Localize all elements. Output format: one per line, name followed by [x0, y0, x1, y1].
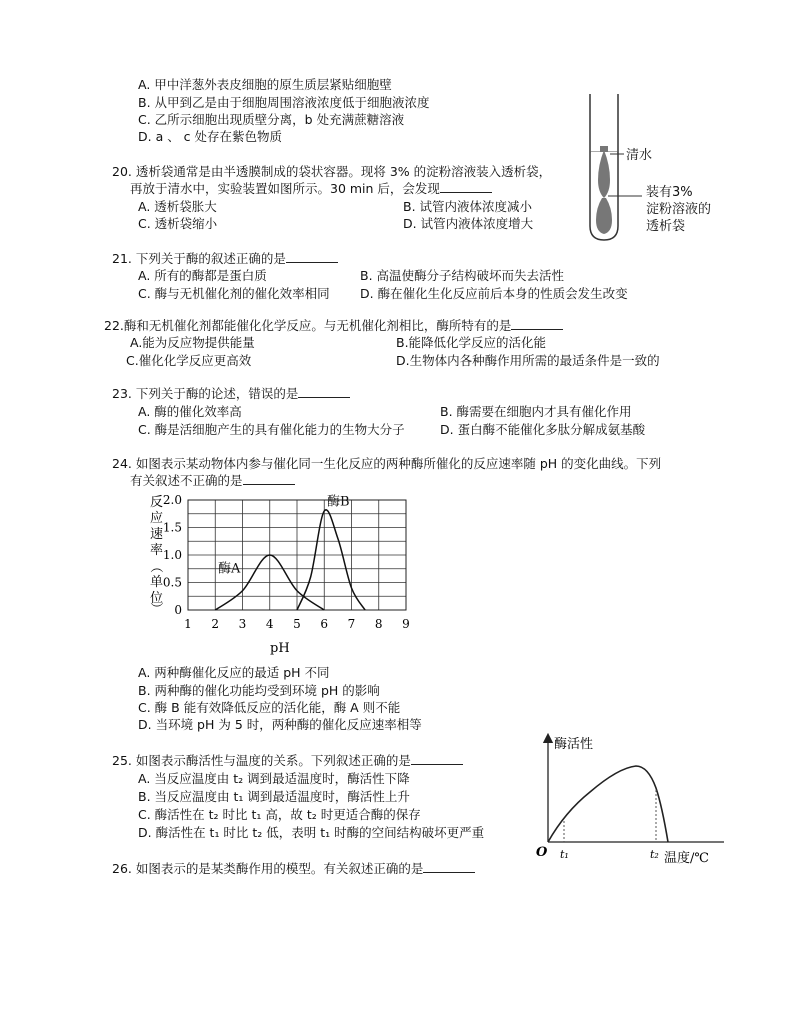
activity-curve	[548, 766, 668, 842]
origin-label: O	[536, 845, 548, 860]
y-axis-label-char: 单	[150, 575, 164, 590]
ph-rate-chart	[130, 488, 430, 658]
y-axis-label-char: 位	[150, 591, 164, 606]
q20-option-c: C. 透析袋缩小	[138, 216, 218, 231]
q23-option-b: B. 酶需要在细胞内才具有催化作用	[440, 404, 632, 419]
label-bag-line1: 装有3%	[646, 185, 693, 200]
temperature-activity-chart	[530, 730, 730, 868]
q25-stem: 25. 如图表示酶活性与温度的关系。下列叙述正确的是	[112, 752, 463, 769]
q26-stem: 26. 如图表示的是某类酶作用的模型。有关叙述正确的是	[112, 860, 475, 877]
y-tick-labels	[163, 493, 182, 617]
q23-option-c: C. 酶是活细胞产生的具有催化能力的生物大分子	[138, 422, 405, 437]
t2-label: t₂	[650, 848, 659, 861]
q19-option-c: C. 乙所示细胞出现质壁分离，b 处充满蔗糖溶液	[138, 112, 405, 127]
q24-option-a: A. 两种酶催化反应的最适 pH 不同	[138, 665, 330, 680]
x-axis-label: 温度/℃	[664, 851, 709, 866]
answer-blank[interactable]	[286, 250, 338, 263]
q19-option-d: D. a 、 c 处存在紫色物质	[138, 129, 283, 144]
answer-blank[interactable]	[411, 752, 463, 765]
x-tick-label: 7	[347, 617, 356, 631]
q21-option-d: D. 酶在催化生化反应前后本身的性质会发生改变	[360, 286, 628, 301]
x-tick-label: 2	[211, 617, 220, 631]
q22-option-a: A.能为反应物提供能量	[130, 335, 255, 350]
t1-label: t₁	[560, 848, 569, 861]
y-axis-label-char: 应	[150, 511, 164, 526]
y-tick-label: 1.0	[162, 548, 182, 562]
label-water: 清水	[626, 148, 653, 163]
q20-stem-line2: 再放于清水中，实验装置如图所示。30 min 后，会发现	[130, 180, 492, 197]
q21-option-b: B. 高温使酶分子结构破坏而失去活性	[360, 268, 565, 283]
answer-blank[interactable]	[298, 385, 350, 398]
x-tick-labels	[184, 617, 410, 631]
y-axis-label: 酶活性	[554, 737, 594, 752]
y-tick-label: 0	[174, 603, 182, 617]
label-bag-line2: 淀粉溶液的	[646, 202, 712, 217]
y-axis-label-char: 速	[150, 527, 164, 542]
q19-option-a: A. 甲中洋葱外表皮细胞的原生质层紧贴细胞壁	[138, 77, 392, 92]
q25-option-d: D. 酶活性在 t₁ 时比 t₂ 低，表明 t₁ 时酶的空间结构破坏更严重	[138, 825, 485, 840]
q20-option-a: A. 透析袋胀大	[138, 199, 217, 214]
q20-option-b: B. 试管内液体浓度减小	[403, 199, 533, 214]
y-axis-label-char: 反	[150, 495, 164, 510]
q22-option-c: C.催化化学反应更高效	[126, 353, 252, 368]
label-bag-line3: 透析袋	[646, 219, 686, 234]
q22-option-d: D.生物体内各种酶作用所需的最适条件是一致的	[396, 353, 660, 368]
enzyme-b-curve	[297, 510, 365, 610]
q22-stem: 22.酶和无机催化剂都能催化化学反应。与无机催化剂相比，酶所特有的是	[104, 317, 563, 334]
q21-option-a: A. 所有的酶都是蛋白质	[138, 268, 267, 283]
chart-grid	[188, 500, 406, 610]
enzyme-b-label: 酶B	[326, 494, 350, 510]
y-tick-label: 1.5	[162, 520, 182, 535]
y-axis-label-char: （	[148, 560, 163, 574]
q25-option-c: C. 酶活性在 t₂ 时比 t₁ 高，故 t₂ 时更适合酶的保存	[138, 807, 421, 822]
q21-stem: 21. 下列关于酶的叙述正确的是	[112, 250, 338, 267]
chart-series	[215, 495, 365, 611]
q24-stem-line1: 24. 如图表示某动物体内参与催化同一生化反应的两种酶所催化的反应速率随 pH 的变化曲线。下列	[112, 456, 662, 471]
y-axis-label-char: ）	[148, 602, 163, 616]
q24-option-b: B. 两种酶的催化功能均受到环境 pH 的影响	[138, 683, 380, 698]
y-axis-label-char: 率	[150, 543, 164, 558]
x-axis-label: pH	[270, 641, 290, 656]
q20-stem-line1: 20. 透析袋通常是由半透膜制成的袋状容器。现将 3% 的淀粉溶液装入透析袋，	[112, 164, 552, 179]
x-tick-label: 6	[320, 617, 329, 631]
q21-option-c: C. 酶与无机催化剂的催化效率相同	[138, 286, 330, 301]
q23-option-a: A. 酶的催化效率高	[138, 404, 242, 419]
q23-option-d: D. 蛋白酶不能催化多肽分解成氨基酸	[440, 422, 646, 437]
x-tick-label: 5	[293, 617, 301, 631]
y-tick-label: 2.0	[162, 493, 182, 507]
x-tick-label: 1	[184, 617, 192, 631]
q24-option-c: C. 酶 B 能有效降低反应的活化能，酶 A 则不能	[138, 700, 401, 715]
q24-option-d: D. 当环境 pH 为 5 时，两种酶的催化反应速率相等	[138, 717, 422, 732]
x-tick-label: 9	[402, 617, 410, 631]
q19-option-b: B. 从甲到乙是由于细胞周围溶液浓度低于细胞液浓度	[138, 95, 430, 110]
x-tick-label: 4	[265, 617, 274, 631]
q25-option-a: A. 当反应温度由 t₂ 调到最适温度时，酶活性下降	[138, 771, 410, 786]
enzyme-a-label: 酶A	[217, 561, 241, 577]
answer-blank[interactable]	[423, 860, 475, 873]
x-tick-label: 3	[238, 617, 247, 631]
q24-stem-line2: 有关叙述不正确的是	[130, 472, 295, 489]
x-tick-label: 8	[374, 617, 383, 631]
q25-option-b: B. 当反应温度由 t₁ 调到最适温度时，酶活性上升	[138, 789, 410, 804]
q22-option-b: B.能降低化学反应的活化能	[396, 335, 547, 350]
q23-stem: 23. 下列关于酶的论述，错误的是	[112, 385, 350, 402]
q20-option-d: D. 试管内液体浓度增大	[403, 216, 534, 231]
answer-blank[interactable]	[440, 180, 492, 193]
answer-blank[interactable]	[511, 317, 563, 330]
y-tick-label: 0.5	[162, 575, 182, 590]
answer-blank[interactable]	[243, 472, 295, 485]
